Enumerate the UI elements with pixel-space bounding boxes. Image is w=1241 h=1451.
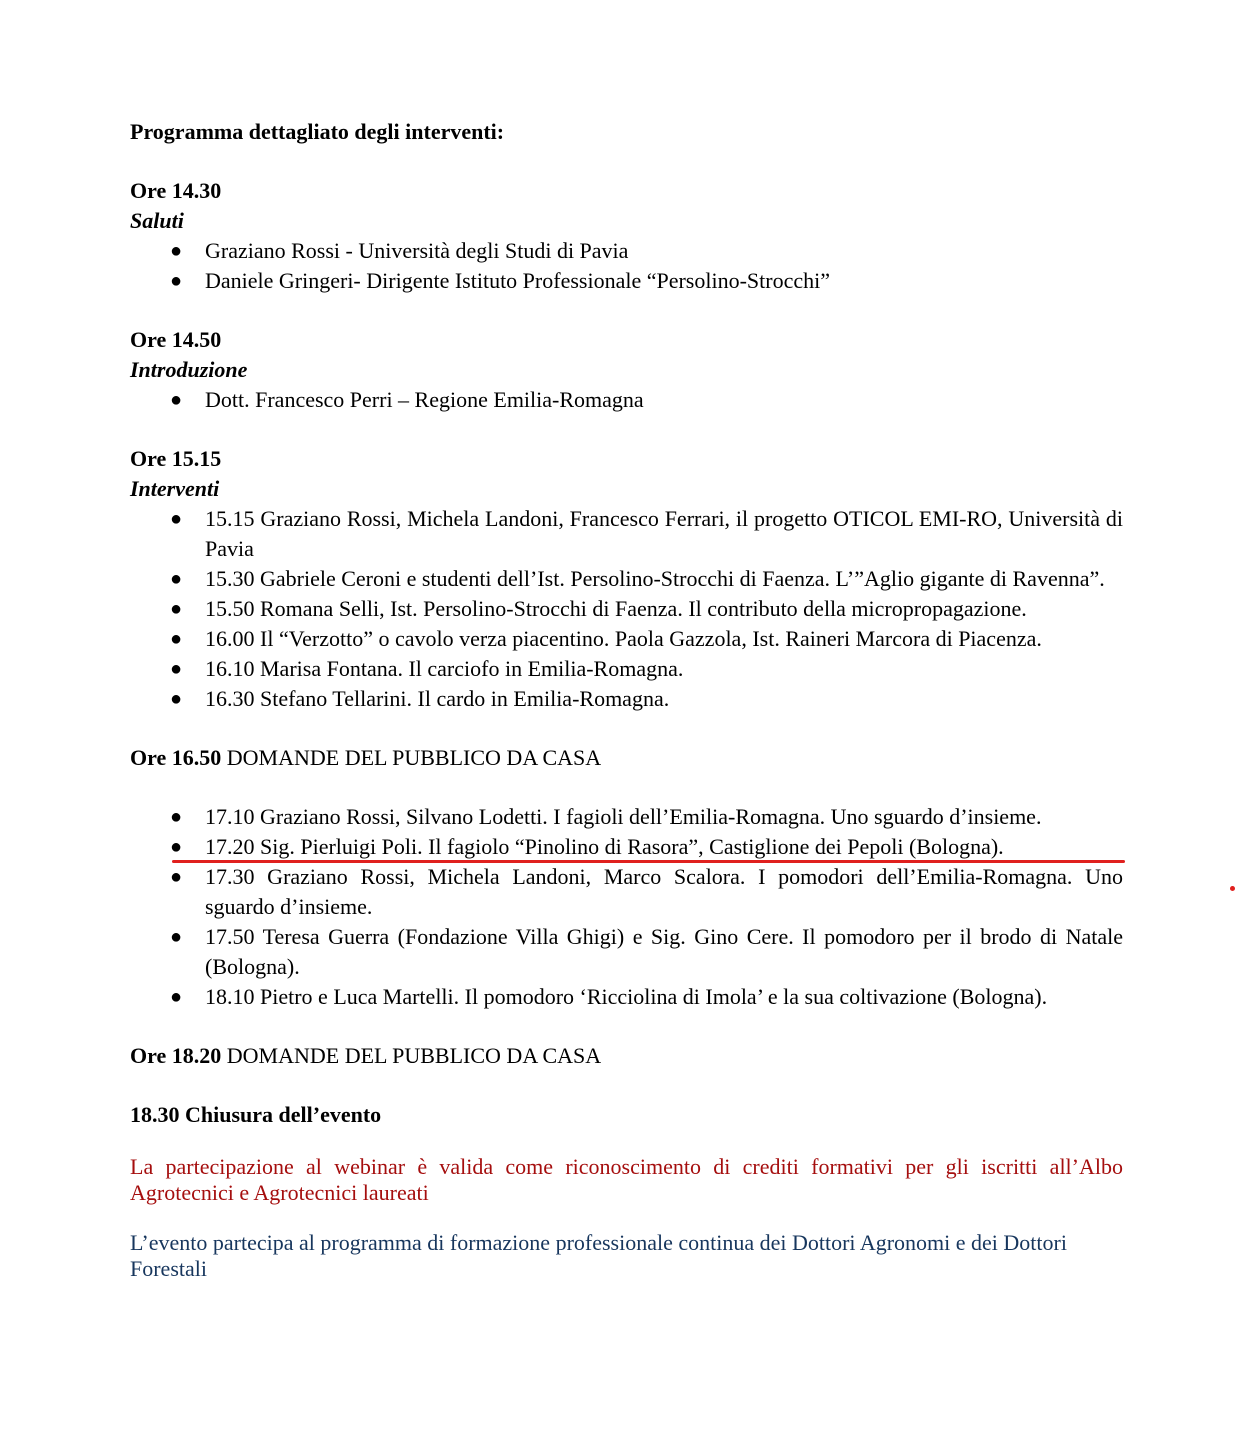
list-item: ● Daniele Gringeri- Dirigente Istituto Professionale “Persolino-Strocchi” (130, 266, 1123, 296)
section-subtitle: Introduzione (130, 357, 248, 382)
bullet-icon: ● (170, 866, 183, 888)
bullet-icon: ● (170, 240, 183, 262)
list-item: ● 18.10 Pietro e Luca Martelli. Il pomodoro ‘Ricciolina di Imola’ e la sua coltivazione (Bologna). (130, 982, 1123, 1012)
credits-note: La partecipazione al webinar è valida come riconoscimento di crediti formativi per gli iscritti all’Albo Agrotecnici e Agrotecnici laureati (130, 1154, 1123, 1205)
list-item-highlighted: ● 17.20 Sig. Pierluigi Poli. Il fagiolo “Pinolino di Rasora”, Castiglione dei Pepoli (Bologna). (130, 832, 1123, 862)
bullet-icon: ● (170, 568, 183, 590)
questions-break (130, 1041, 1123, 1071)
page-title: Programma dettagliato degli interventi: (130, 119, 505, 144)
bullet-icon: ● (170, 806, 183, 828)
bullet-icon: ● (170, 598, 183, 620)
section-time: Ore 14.50 (130, 327, 222, 352)
questions-label: DOMANDE DEL PUBBLICO DA CASA (221, 1043, 602, 1068)
bullet-icon: ● (170, 658, 183, 680)
list-item: ● Graziano Rossi - Università degli Studi di Pavia (130, 236, 1123, 266)
section-subtitle: Saluti (130, 208, 184, 233)
section-list (130, 504, 1123, 714)
list-item: ● 16.00 Il “Verzotto” o cavolo verza piacentino. Paola Gazzola, Ist. Raineri Marcora di Piacenza. (130, 624, 1123, 654)
questions-time: Ore 16.50 (130, 745, 222, 770)
bullet-icon: ● (170, 926, 183, 948)
closing-line: 18.30 Chiusura dell’evento (130, 1102, 382, 1127)
bullet-icon: ● (170, 508, 183, 530)
list-item: ● 15.50 Romana Selli, Ist. Persolino-Strocchi di Faenza. Il contributo della micropropagazione. (130, 594, 1123, 624)
section-list (130, 385, 1123, 415)
section-subtitle: Interventi (130, 476, 220, 501)
list-item: ● 17.10 Graziano Rossi, Silvano Lodetti. I fagioli dell’Emilia-Romagna. Uno sguardo d’insieme. (130, 802, 1123, 832)
bullet-icon: ● (170, 628, 183, 650)
section-list (130, 236, 1123, 296)
list-item: ● 16.10 Marisa Fontana. Il carciofo in Emilia-Romagna. (130, 654, 1123, 684)
afternoon-list (130, 802, 1123, 1012)
list-item: ● Dott. Francesco Perri – Regione Emilia-Romagna (130, 385, 1123, 415)
section-time: Ore 15.15 (130, 446, 222, 471)
bullet-icon: ● (170, 389, 183, 411)
bullet-icon: ● (170, 688, 183, 710)
training-note: L’evento partecipa al programma di formazione professionale continua dei Dottori Agronomi e dei Dottori Forestali (130, 1230, 1067, 1281)
list-item: ● 15.30 Gabriele Ceroni e studenti dell’Ist. Persolino-Strocchi di Faenza. L’”Aglio gigante di Ravenna”. (130, 564, 1123, 594)
bullet-icon: ● (170, 986, 183, 1008)
list-item: ● 17.50 Teresa Guerra (Fondazione Villa Ghigi) e Sig. Gino Cere. Il pomodoro per il brodo di Natale (Bologna). (170, 924, 1123, 979)
annotation-dot (1230, 886, 1235, 891)
list-item: ● 17.30 Graziano Rossi, Michela Landoni, Marco Scalora. I pomodori dell’Emilia-Romagna. Uno sguardo d’insieme. (170, 864, 1123, 919)
questions-label: DOMANDE DEL PUBBLICO DA CASA (221, 745, 602, 770)
document-page (130, 117, 1123, 1282)
questions-break (130, 743, 1123, 773)
list-item: ● 15.15 Graziano Rossi, Michela Landoni, Francesco Ferrari, il progetto OTICOL EMI-RO, Università di Pavia (170, 506, 1123, 561)
section-time: Ore 14.30 (130, 178, 222, 203)
bullet-icon: ● (170, 270, 183, 292)
bullet-icon: ● (170, 836, 183, 858)
list-item: ● 16.30 Stefano Tellarini. Il cardo in Emilia-Romagna. (130, 684, 1123, 714)
questions-time: Ore 18.20 (130, 1043, 222, 1068)
